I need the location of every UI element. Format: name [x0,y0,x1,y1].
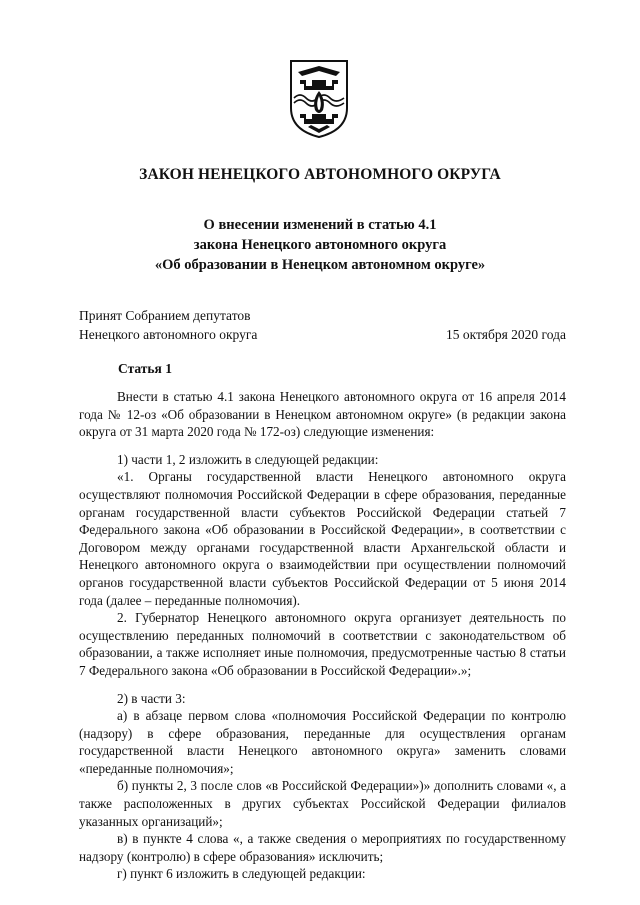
body-paragraph: б) пункты 2, 3 после слов «в Российской Федерации»)» дополнить словами «, а также расположенных в других субъектах Российской Федерации филиалов указанных организаций»; [79,778,566,829]
subtitle-line: «Об образовании в Ненецком автономном округе» [154,257,486,273]
article-heading: Статья 1 [118,361,172,376]
adopted-by [79,306,257,344]
subtitle-line: О внесении изменений в статью 4.1 [203,217,437,233]
body-paragraph: г) пункт 6 изложить в следующей редакции: [117,866,366,882]
body-paragraph: «1. Органы государственной власти Ненецкого автономного округа осуществляют полномочия Российской Федерации в сфере образования, переданные органам государственной власти субъектов Российской Федерации статьей 7 Федерального закона «Об образовании в Российской Федерации», в соответствии с Договором между органами государственной власти Архангельской области и Ненецкого автономного округа о взаимодействии при осуществлении полномочий органов государственной власти субъектов Российской Федерации от 5 июня 2014 года (далее – переданные полномочия). [79,469,566,608]
document-subtitle [0,215,640,275]
body-paragraph: в) в пункте 4 слова «, а также сведения о мероприятиях по государственному надзору (контролю) в сфере образования» исключить; [79,831,566,864]
adopted-by-line: Принят Собранием депутатов [79,308,251,323]
subtitle-line: закона Ненецкого автономного округа [193,237,447,253]
adopted-by-line: Ненецкого автономного округа [79,327,258,342]
document-title: ЗАКОН НЕНЕЦКОГО АВТОНОМНОГО ОКРУГА [139,166,501,183]
adoption-date: 15 октября 2020 года [446,327,566,342]
body-paragraph: Внести в статью 4.1 закона Ненецкого автономного округа от 16 апреля 2014 года № 12-оз «Об образовании в Ненецком автономном округе» (в редакции закона округа от 31 марта 2020 года № 172-оз) следующие изменения: [79,389,566,440]
body-paragraph: а) в абзаце первом слова «полномочия Российской Федерации по контролю (надзору) в сфере образования, переданные для осуществления органам государственной власти Ненецкого автономного округа» заменить словами «переданные полномочия»; [79,708,566,776]
body-paragraph: 2. Губернатор Ненецкого автономного округа организует деятельность по осуществлению переданных полномочий в соответствии с законодательством об образовании, а также исполняет иные полномочия, предусмотренные частью 8 статьи 7 Федерального закона «Об образовании в Российской Федерации».»; [79,610,566,678]
document-body [79,388,566,883]
body-paragraph: 1) части 1, 2 изложить в следующей редакции: [117,451,379,467]
body-paragraph: 2) в части 3: [117,690,186,706]
nenets-ao-coat-of-arms-icon [288,58,350,140]
